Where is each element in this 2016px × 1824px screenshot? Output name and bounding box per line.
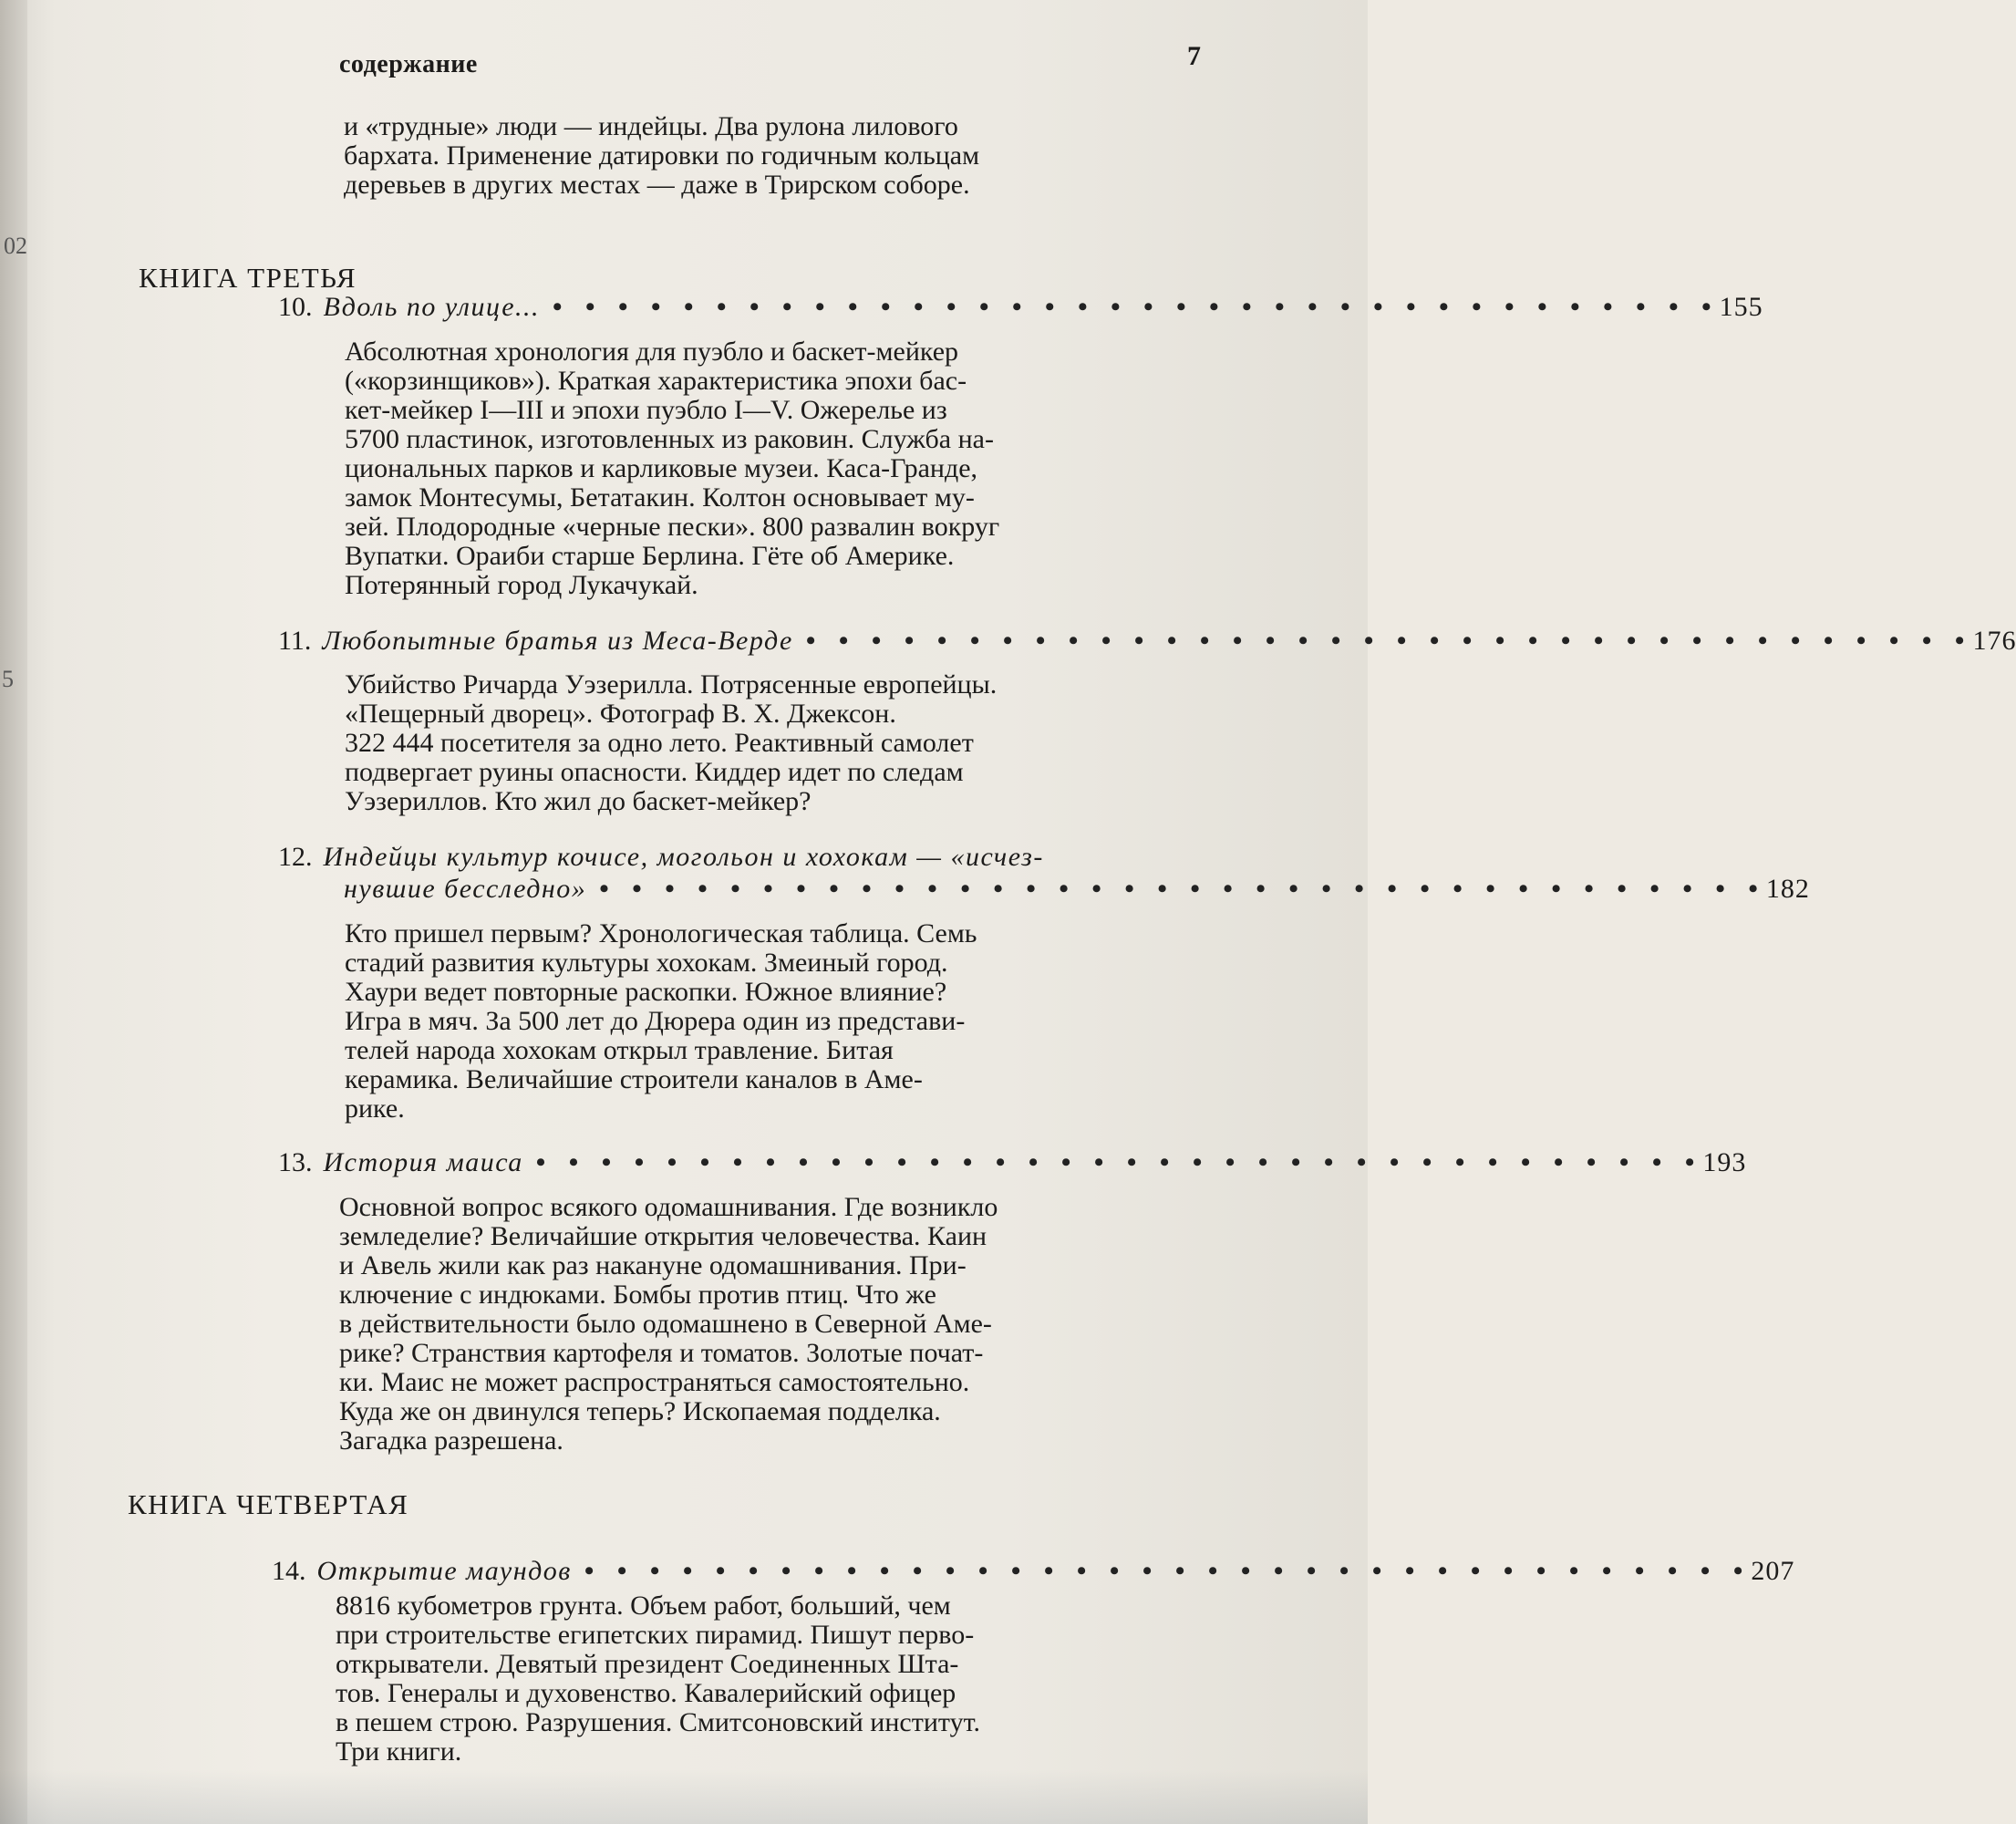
leader-dots: • • • • • • • • • • • • • • • • • • • • • • • • • • • • • • • • • • • • — [535, 1147, 1703, 1177]
entry-page: 176 — [1972, 626, 2016, 656]
entry-title: Открытие маундов — [316, 1556, 572, 1586]
entry-title: История маиса — [323, 1147, 523, 1177]
toc-entry-13[interactable] — [278, 1145, 1747, 1181]
entry-page: 207 — [1751, 1556, 1795, 1586]
entry-number: 12. — [278, 842, 313, 872]
book-four-heading: КНИГА ЧЕТВЕРТАЯ — [128, 1488, 409, 1520]
entry-page: 193 — [1702, 1147, 1747, 1177]
toc-entry-12[interactable] — [278, 839, 1208, 876]
page-gutter — [0, 0, 27, 1824]
toc-entry-12-line2[interactable] — [344, 871, 1810, 907]
page-number: 7 — [1187, 41, 1201, 71]
leader-dots: • • • • • • • • • • • • • • • • • • • • • • • • • • • • • • • • • • • • — [805, 626, 1973, 656]
entry-title-continued: нувшие бесследно» — [344, 874, 587, 904]
intro-paragraph: и «трудные» люди — индейцы. Два рулона лилового бархата. Применение датировки по годичным кольцам деревьев в других местах — даже в Трирском соборе. — [344, 111, 980, 200]
page-shadow — [0, 1769, 1368, 1824]
entry-page: 155 — [1719, 292, 1763, 322]
entry-title: Индейцы культур кочисе, могольон и хохокам — «исчез- — [323, 842, 1044, 872]
entry-summary: Убийство Ричарда Уэзерилла. Потрясенные европейцы. «Пещерный дворец». Фотограф В. Х. Джексон. 322 444 посетителя за одно лето. Реактивный самолет подвергает руины опасности. Киддер идет по следам Уэзериллов. Кто жил до баскет-мейкер? — [345, 669, 998, 816]
running-head: содержание — [339, 50, 478, 78]
margin-mark: 02 — [4, 233, 27, 259]
margin-mark: 5 — [2, 666, 14, 692]
entry-number: 11. — [278, 626, 312, 656]
entry-summary: 8816 кубометров грунта. Объем работ, больший, чем при строительстве египетских пирамид. Пишут перво- открыватели. Девятый президент Соединенных Шта- тов. Генералы и духовенство. Кавалерийский офицер в пешем строю. Разрушения. Смитсоновский институт. Три книги. — [336, 1591, 980, 1767]
entry-page: 182 — [1765, 874, 1810, 904]
entry-title: Любопытные братья из Меса-Верде — [322, 626, 793, 656]
entry-title: Вдоль по улице... — [323, 292, 541, 322]
leader-dots: • • • • • • • • • • • • • • • • • • • • • • • • • • • • • • • • • • • • — [553, 292, 1720, 322]
book-three-heading: КНИГА ТРЕТЬЯ — [139, 262, 357, 294]
entry-summary: Кто пришел первым? Хронологическая таблица. Семь стадий развития культуры хохокам. Змеиный город. Хаури ведет повторные раскопки. Южное влияние? Игра в мяч. За 500 лет до Дюрера один из представи- телей народа хохокам открыл травление. Битая керамика. Величайшие строители каналов в Аме- рике. — [345, 918, 977, 1124]
toc-entry-10[interactable] — [278, 289, 1763, 326]
entry-number: 10. — [278, 292, 313, 322]
entry-number: 13. — [278, 1147, 313, 1177]
toc-entry-11[interactable] — [278, 623, 2016, 659]
entry-summary: Абсолютная хронология для пуэбло и баскет-мейкер («корзинщиков»). Краткая характеристика эпохи бас- кет-мейкер I—III и эпохи пуэбло I—V. Ожерелье из 5700 пластинок, изготовленных из раковин. Служба на- циональных парков и карликовые музеи. Каса-Гранде, замок Монтесумы, Бетатакин. Колтон основывает му- зей. Плодородные «черные пески». 800 развалин вокруг Вупатки. Ораиби старше Берлина. Гёте об Америке. Потерянный город Лукачукай. — [345, 337, 1000, 600]
entry-summary: Основной вопрос всякого одомашнивания. Где возникло земледелие? Величайшие открытия человечества. Каин и Авель жили как раз накануне одомашнивания. При- ключение с индюками. Бомбы против птиц. Что же в действительности было одомашнено в Северной Аме- рике? Странствия картофеля и томатов. Золотые почат- ки. Маис не может распространяться самостоятельно. Куда же он двинулся теперь? Ископаемая подделка. Загадка разрешена. — [339, 1192, 998, 1456]
leader-dots: • • • • • • • • • • • • • • • • • • • • • • • • • • • • • • • • • • • • — [599, 874, 1766, 904]
entry-number: 14. — [272, 1556, 306, 1586]
leader-dots: • • • • • • • • • • • • • • • • • • • • • • • • • • • • • • • • • • • • — [584, 1556, 1752, 1586]
toc-entry-14[interactable] — [272, 1553, 1795, 1590]
